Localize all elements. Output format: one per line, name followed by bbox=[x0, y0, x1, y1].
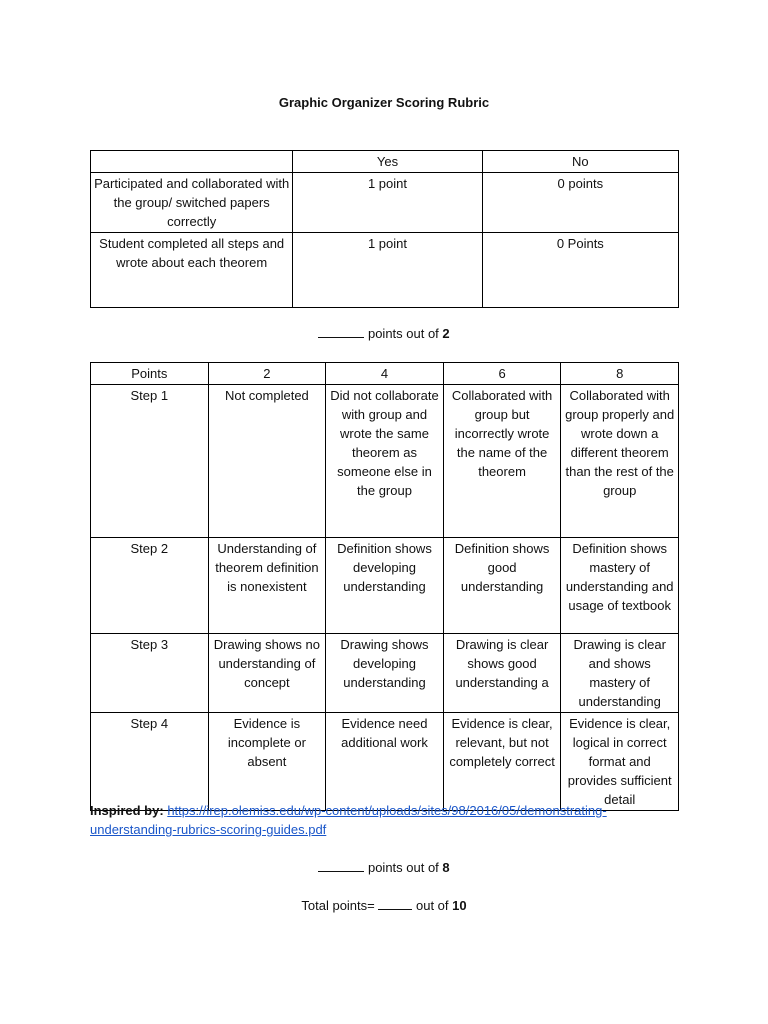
header-cell: Points bbox=[91, 363, 209, 385]
no-cell: 0 Points bbox=[482, 233, 678, 308]
header-cell: 4 bbox=[326, 363, 444, 385]
inspired-by bbox=[90, 801, 690, 839]
total-mid: out of bbox=[412, 898, 453, 913]
inspired-label: Inspired by: bbox=[90, 803, 164, 818]
steps-rubric-table bbox=[90, 362, 679, 811]
rubric-cell: Drawing is clear shows good understanding a bbox=[443, 634, 561, 713]
rubric-cell: Drawing shows developing understanding bbox=[326, 634, 444, 713]
table-row bbox=[91, 634, 679, 713]
rubric-cell: Drawing is clear and shows mastery of understanding bbox=[561, 634, 679, 713]
rubric-cell: Evidence is clear, relevant, but not completely correct bbox=[443, 713, 561, 811]
table-row bbox=[91, 713, 679, 811]
page-title: Graphic Organizer Scoring Rubric bbox=[278, 95, 490, 110]
score-line-2 bbox=[0, 859, 768, 875]
table-row bbox=[91, 385, 679, 538]
step-cell: Step 3 bbox=[91, 634, 209, 713]
total-blank[interactable] bbox=[378, 897, 412, 910]
rubric-cell: Did not collaborate with group and wrote the same theorem as someone else in the group bbox=[326, 385, 444, 538]
total-points-line bbox=[0, 897, 768, 913]
rubric-cell: Not completed bbox=[208, 385, 326, 538]
table-row bbox=[91, 173, 679, 233]
table-row bbox=[91, 233, 679, 308]
header-cell: No bbox=[482, 151, 678, 173]
source-link[interactable]: https://irep.olemiss.edu/wp-content/uploads/sites/98/2016/05/demonstrating-understanding-rubrics-scoring-guides.pdf bbox=[90, 803, 607, 837]
score-text: points out of bbox=[367, 860, 443, 875]
no-cell: 0 points bbox=[482, 173, 678, 233]
score-blank[interactable] bbox=[318, 859, 364, 872]
total-max: 10 bbox=[452, 898, 467, 913]
step-cell: Step 4 bbox=[91, 713, 209, 811]
rubric-cell: Understanding of theorem definition is nonexistent bbox=[208, 538, 326, 634]
header-cell: Yes bbox=[293, 151, 482, 173]
header-cell: 6 bbox=[443, 363, 561, 385]
score-max: 8 bbox=[442, 860, 450, 875]
step-cell: Step 1 bbox=[91, 385, 209, 538]
score-text: points out of bbox=[367, 326, 443, 341]
score-max: 2 bbox=[442, 326, 450, 341]
yes-cell: 1 point bbox=[293, 173, 482, 233]
total-label: Total points= bbox=[301, 898, 375, 913]
rubric-cell: Evidence need additional work bbox=[326, 713, 444, 811]
rubric-cell: Definition shows good understanding bbox=[443, 538, 561, 634]
header-cell: 2 bbox=[208, 363, 326, 385]
rubric-cell: Definition shows mastery of understanding and usage of textbook bbox=[561, 538, 679, 634]
criterion-cell: Participated and collaborated with the group/ switched papers correctly bbox=[91, 173, 293, 233]
criterion-cell: Student completed all steps and wrote about each theorem bbox=[91, 233, 293, 308]
rubric-cell: Evidence is clear, logical in correct format and provides sufficient detail bbox=[561, 713, 679, 811]
rubric-cell: Collaborated with group properly and wrote down a different theorem than the rest of the group bbox=[561, 385, 679, 538]
score-blank[interactable] bbox=[318, 325, 364, 338]
rubric-cell: Definition shows developing understanding bbox=[326, 538, 444, 634]
score-line-1 bbox=[0, 325, 768, 341]
header-cell: 8 bbox=[561, 363, 679, 385]
table-header-row bbox=[91, 151, 679, 173]
rubric-cell: Collaborated with group but incorrectly wrote the name of the theorem bbox=[443, 385, 561, 538]
header-cell bbox=[91, 151, 293, 173]
yes-cell: 1 point bbox=[293, 233, 482, 308]
table-header-row bbox=[91, 363, 679, 385]
rubric-cell: Drawing shows no understanding of concept bbox=[208, 634, 326, 713]
participation-rubric-table bbox=[90, 150, 679, 308]
step-cell: Step 2 bbox=[91, 538, 209, 634]
table-row bbox=[91, 538, 679, 634]
rubric-cell: Evidence is incomplete or absent bbox=[208, 713, 326, 811]
